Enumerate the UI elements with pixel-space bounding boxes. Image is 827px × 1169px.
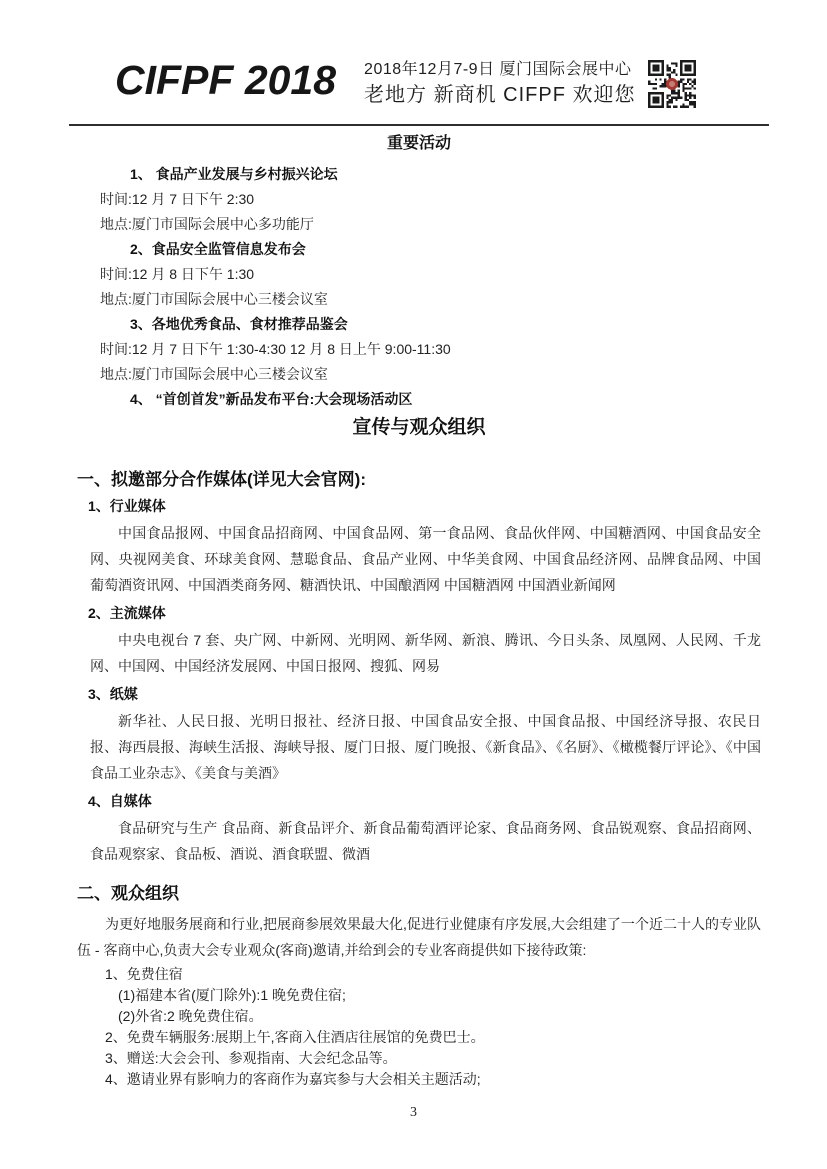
media-group-text: 中央电视台 7 套、央广网、中新网、光明网、新华网、新浪、腾讯、今日头条、凤凰网、人民网、千龙网、中国网、中国经济发展网、中国日报网、搜狐、网易 bbox=[90, 632, 761, 674]
brand-logo: CIFPF 2018 bbox=[115, 57, 337, 103]
header-date-venue: 2018年12月7-9日 厦门国际会展中心 bbox=[364, 61, 632, 78]
activity-heading: 3、各地优秀食品、食材推荐品鉴会 bbox=[130, 316, 348, 332]
media-group-text: 中国食品报网、中国食品招商网、中国食品网、第一食品网、食品伙伴网、中国糖酒网、中国食品安全网、央视网美食、环球美食网、慧聪食品、食品产业网、中华美食网、中国食品经济网、品牌食品网、中国葡萄酒资讯网、中国酒类商务网、糖酒快讯、中国酿酒网 中国糖酒网 中国酒业新闻网 bbox=[90, 525, 761, 593]
audience-section bbox=[77, 883, 761, 1087]
audience-intro: 为更好地服务展商和行业,把展商参展效果最大化,促进行业健康有序发展,大会组建了一个近二十人的专业队伍 - 客商中心,负责大会专业观众(客商)邀请,并给到会的专业客商提供如下接待政策: bbox=[77, 916, 761, 958]
page-header bbox=[77, 0, 761, 108]
activity-heading: 2、食品安全监管信息发布会 bbox=[130, 241, 306, 257]
section-title-publicity: 宣传与观众组织 bbox=[352, 417, 486, 438]
policy-item: 2、免费车辆服务:展期上午,客商入住酒店往展馆的免费巴士。 bbox=[105, 1029, 485, 1045]
media-group-mainstream bbox=[77, 604, 761, 679]
header-slogan: 老地方 新商机 CIFPF 欢迎您 bbox=[364, 84, 636, 106]
header-divider bbox=[69, 124, 769, 126]
media-group-print bbox=[77, 685, 761, 786]
media-section-heading: 一、拟邀部分合作媒体(详见大会官网): bbox=[77, 470, 366, 489]
activities-section bbox=[77, 167, 761, 407]
policy-subitem: (1)福建本省(厦门除外):1 晚免费住宿; bbox=[118, 987, 346, 1003]
activity-place: 地点:厦门市国际会展中心三楼会议室 bbox=[100, 291, 328, 307]
activity-time: 时间:12 月 7 日下午 1:30-4:30 12 月 8 日上午 9:00-11:30 bbox=[100, 341, 451, 357]
media-section bbox=[77, 469, 761, 867]
media-group-self-media bbox=[77, 792, 761, 867]
media-group-industry bbox=[77, 497, 761, 598]
policy-subitem: (2)外省:2 晚免费住宿。 bbox=[118, 1008, 263, 1024]
policy-item: 1、免费住宿 bbox=[105, 966, 183, 982]
media-group-label: 3、纸媒 bbox=[88, 686, 138, 702]
policy-item: 3、赠送:大会会刊、参观指南、大会纪念品等。 bbox=[105, 1050, 397, 1066]
activity-heading: 1、 食品产业发展与乡村振兴论坛 bbox=[130, 166, 338, 182]
page-number: 3 bbox=[410, 1105, 417, 1120]
activity-place: 地点:厦门市国际会展中心三楼会议室 bbox=[100, 366, 328, 382]
media-group-text: 新华社、人民日报、光明日报社、经济日报、中国食品安全报、中国食品报、中国经济导报、农民日报、海西晨报、海峡生活报、海峡导报、厦门日报、厦门晚报、《新食品》、《名厨》、《橄榄餐厅评论》、《中国食品工业杂志》、《美食与美酒》 bbox=[90, 713, 761, 781]
media-group-label: 1、行业媒体 bbox=[88, 498, 166, 514]
activity-heading: 4、 “首创首发”新品发布平台:大会现场活动区 bbox=[130, 391, 413, 407]
qr-code-icon bbox=[648, 60, 696, 108]
policy-item: 4、邀请业界有影响力的客商作为嘉宾参与大会相关主题活动; bbox=[105, 1071, 481, 1087]
section-title-important-activities: 重要活动 bbox=[386, 135, 451, 152]
media-group-label: 2、主流媒体 bbox=[88, 605, 166, 621]
activity-place: 地点:厦门市国际会展中心多功能厅 bbox=[100, 216, 314, 232]
audience-section-heading: 二、观众组织 bbox=[77, 884, 179, 903]
header-info bbox=[364, 58, 635, 107]
activity-time: 时间:12 月 8 日下午 1:30 bbox=[100, 266, 255, 282]
media-group-label: 4、自媒体 bbox=[88, 793, 152, 809]
activity-time: 时间:12 月 7 日下午 2:30 bbox=[100, 191, 255, 207]
media-group-text: 食品研究与生产 食品商、新食品评介、新食品葡萄酒评论家、食品商务网、食品锐观察、食品招商网、食品观察家、食品板、酒说、酒食联盟、微酒 bbox=[90, 820, 761, 862]
